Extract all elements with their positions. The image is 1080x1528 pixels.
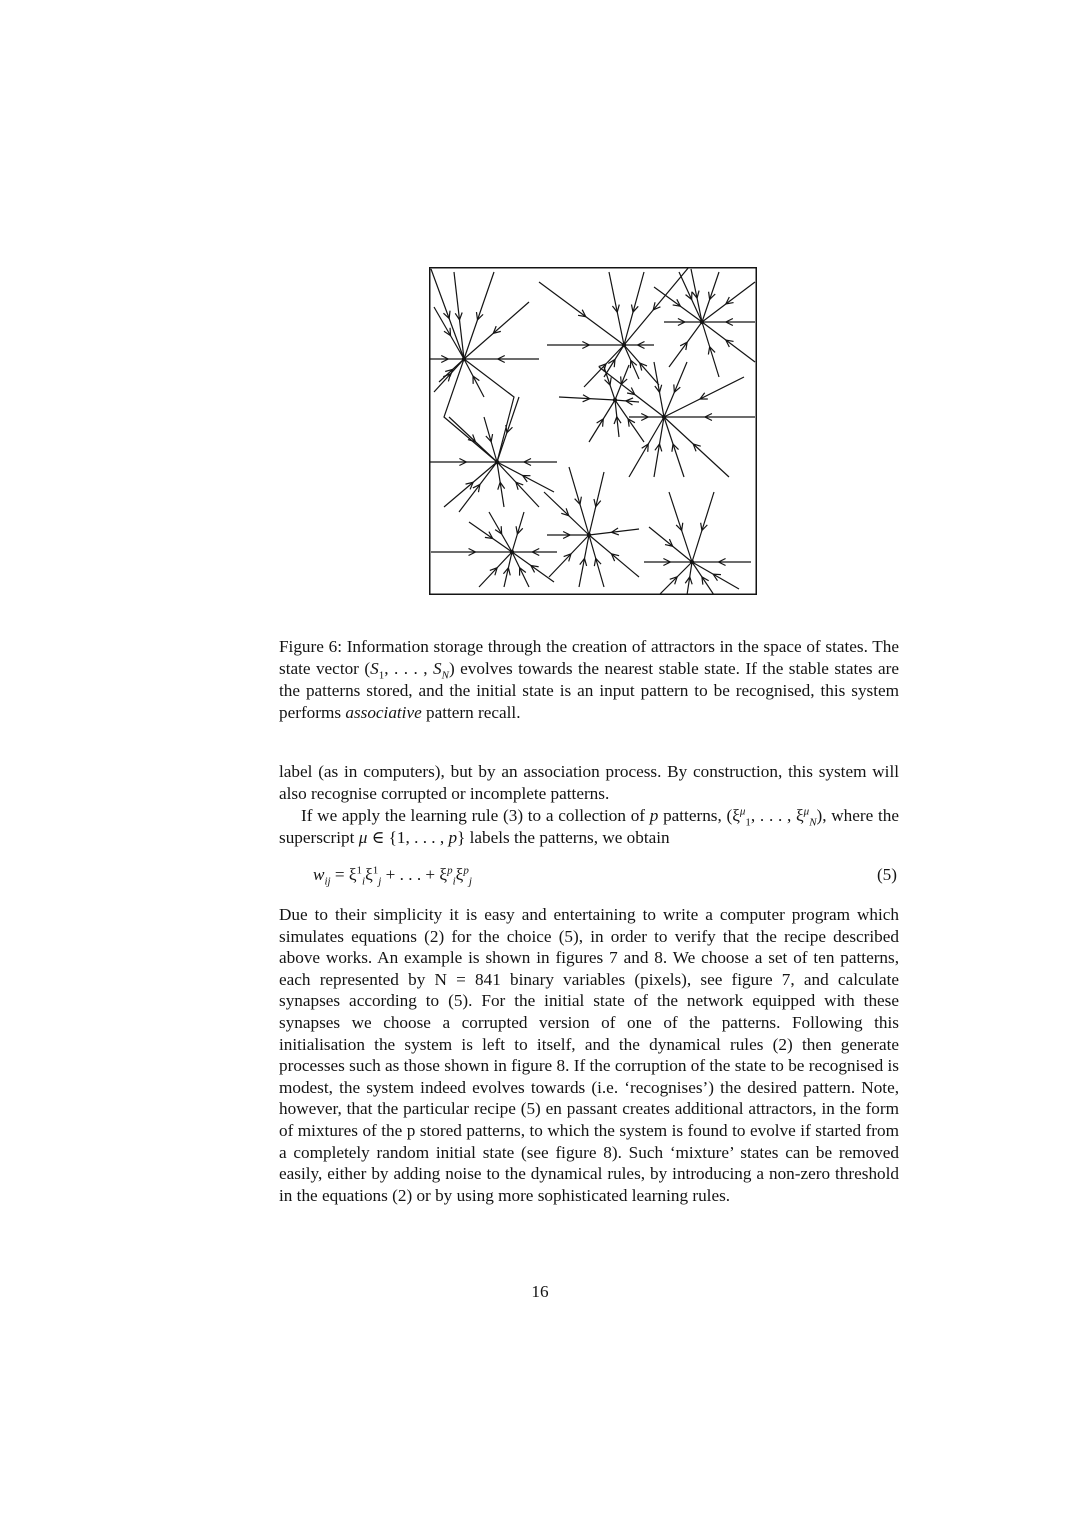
trajectory-line — [679, 272, 702, 322]
equation-5 — [279, 865, 899, 891]
eq-d-xi: ξ — [455, 865, 464, 884]
trajectory-line — [512, 552, 529, 587]
trajectory-line — [539, 282, 624, 345]
eq-b-sub: j — [378, 875, 382, 888]
math-sn: S — [433, 659, 442, 678]
trajectory-line — [469, 522, 512, 552]
arrowhead-icon — [485, 532, 493, 539]
trajectory-line — [444, 359, 497, 462]
p2-text-f: } labels the patterns, we obtain — [457, 827, 670, 847]
eq-c-sub: i — [452, 875, 456, 888]
caption-text-2: evolves towards the nearest stable state. If the stable states are the patterns stored, and the initial state is an input pattern to be recognised, this system performs — [279, 659, 899, 722]
math-s1: S — [370, 659, 379, 678]
trajectory-line — [512, 512, 524, 552]
equation-number: (5) — [876, 865, 897, 884]
trajectory-line — [504, 552, 512, 587]
eq-lhs-sub: ij — [324, 875, 331, 888]
eq-c-sup: p — [447, 864, 453, 877]
trajectory-line — [654, 362, 664, 417]
attractor-point — [622, 343, 626, 347]
p2-text-a: If we apply the learning rule (3) to a collection of — [301, 806, 650, 825]
trajectory-line — [624, 345, 659, 385]
trajectory-line — [497, 397, 519, 462]
trajectory-line — [584, 345, 624, 387]
math-sub-1: 1 — [378, 669, 385, 682]
trajectory-line — [659, 562, 692, 595]
math-paren-close: ) — [448, 659, 455, 678]
paragraph-1: label (as in computers), but by an association process. By construction, this system will also recognise corrupted or incomplete patterns. — [279, 762, 899, 803]
caption-text-3: pattern recall. — [421, 703, 521, 722]
trajectory-line — [664, 362, 687, 417]
trajectory-line — [459, 462, 497, 512]
eq-lhs-w: w — [313, 865, 325, 884]
trajectory-line — [464, 359, 484, 397]
arrowhead-icon — [702, 577, 709, 585]
trajectory-line — [649, 527, 692, 562]
page-number: 16 — [531, 1282, 549, 1301]
trajectory-line — [692, 492, 714, 562]
trajectory-line — [702, 282, 755, 322]
trajectory-line — [702, 322, 755, 362]
attractor-point — [587, 533, 591, 537]
paragraph-3: Due to their simplicity it is easy and entertaining to write a computer program which simulates equations (2) for the choice (5), in order to verify that the recipe described above works. An example is shown in figures 7 and 8. We choose a set of ten patterns, each represented by N = 841 binary variables (pixels), see figure 7, and calculate synapses according to (5). For the initial state of the network equipped with these synapses we choose a corrupted version of one of the patterns. Following this initialisation the system is left to itself, and the dynamical rules (2) then generate processes such as those shown in figure 8. If the corruption of the state to be recognised is modest, the system indeed evolves towards (i.e. ‘recognises’) the desired pattern. Note, however, that the particular recipe (5) en passant creates additional attractors, in the form of mixtures of the p stored patterns, to which the system is found to evolve if started from a completely random initial state (see figure 8). Such ‘mixture’ states can be removed easily, either by adding noise to the dynamical rules, by introducing a non-zero threshold in the equations (2) or by using more sophisticated learning rules. — [279, 905, 899, 1205]
paragraph-2 — [279, 805, 899, 848]
p2-var-mu: μ — [358, 827, 368, 847]
state-vector-math — [364, 659, 455, 682]
attractor-point — [700, 320, 704, 324]
caption-emphasis: associative — [345, 703, 422, 722]
arrowhead-icon — [597, 419, 604, 427]
trajectory-line — [589, 400, 615, 442]
trajectory-line — [624, 345, 639, 379]
caption-label: Figure 6: — [279, 637, 342, 656]
eq-b-sup: 1 — [372, 864, 379, 877]
trajectory-line — [609, 272, 624, 345]
trajectory-line — [624, 272, 644, 345]
math-paren-open: ( — [364, 659, 371, 678]
trajectory-line — [579, 535, 589, 587]
attractor-figure — [429, 267, 757, 595]
eq-d-sup: p — [463, 864, 469, 877]
attractor-point — [613, 398, 617, 402]
trajectory-line — [604, 345, 624, 377]
trajectory-line — [489, 512, 512, 552]
trajectory-line — [589, 529, 639, 535]
p2-var-p-2: p — [448, 827, 458, 847]
p2-sup-mu-2: μ — [803, 805, 810, 818]
trajectory-line — [512, 552, 554, 582]
p2-sup-mu-1: μ — [739, 805, 746, 818]
arrowhead-icon — [628, 419, 635, 427]
trajectory-line — [444, 462, 497, 507]
trajectory-line — [669, 322, 702, 367]
trajectory-line — [615, 365, 629, 400]
trajectory-line — [664, 377, 744, 417]
trajectory-line — [702, 272, 719, 322]
p2-text-e: ∈ {1, . . . , — [367, 827, 449, 847]
p2-text-d: ), where the superscript — [279, 806, 899, 847]
eq-equals-xi: = ξ — [330, 865, 357, 884]
math-sub-n: N — [441, 669, 449, 682]
eq-plus-xi: + . . . + ξ — [381, 865, 448, 884]
equation-math — [313, 864, 472, 888]
trajectory-line — [691, 269, 702, 322]
trajectory-line — [702, 322, 719, 377]
eq-b-xi: ξ — [365, 865, 373, 884]
attractor-point — [662, 415, 666, 419]
attractor-diagram — [429, 267, 757, 595]
eq-a-sub: i — [362, 875, 366, 888]
trajectory-line — [589, 535, 639, 577]
attractor-point — [690, 560, 694, 564]
trajectory-line — [654, 287, 702, 322]
trajectory-line — [589, 472, 604, 535]
trajectory-line — [589, 535, 604, 587]
caption-text-1: Information storage through the creation of attractors in the space of states. The state vector — [279, 637, 900, 678]
p2-sub-1: 1 — [745, 816, 751, 829]
attractor-point — [510, 550, 514, 554]
figure-caption — [279, 636, 899, 724]
trajectory-line — [549, 535, 589, 577]
trajectory-line — [497, 462, 554, 492]
p2-text-c: , . . . , ξ — [750, 806, 804, 825]
eq-d-sub: j — [468, 875, 472, 888]
trajectory-line — [692, 562, 739, 589]
trajectory-line — [669, 492, 692, 562]
math-ellipsis: , . . . , — [384, 659, 434, 678]
trajectory-line — [692, 562, 714, 595]
p2-var-p: p — [649, 806, 659, 825]
p2-sub-n: N — [809, 816, 817, 829]
p2-text-b: patterns, (ξ — [658, 806, 740, 825]
eq-a-sup: 1 — [356, 864, 363, 877]
